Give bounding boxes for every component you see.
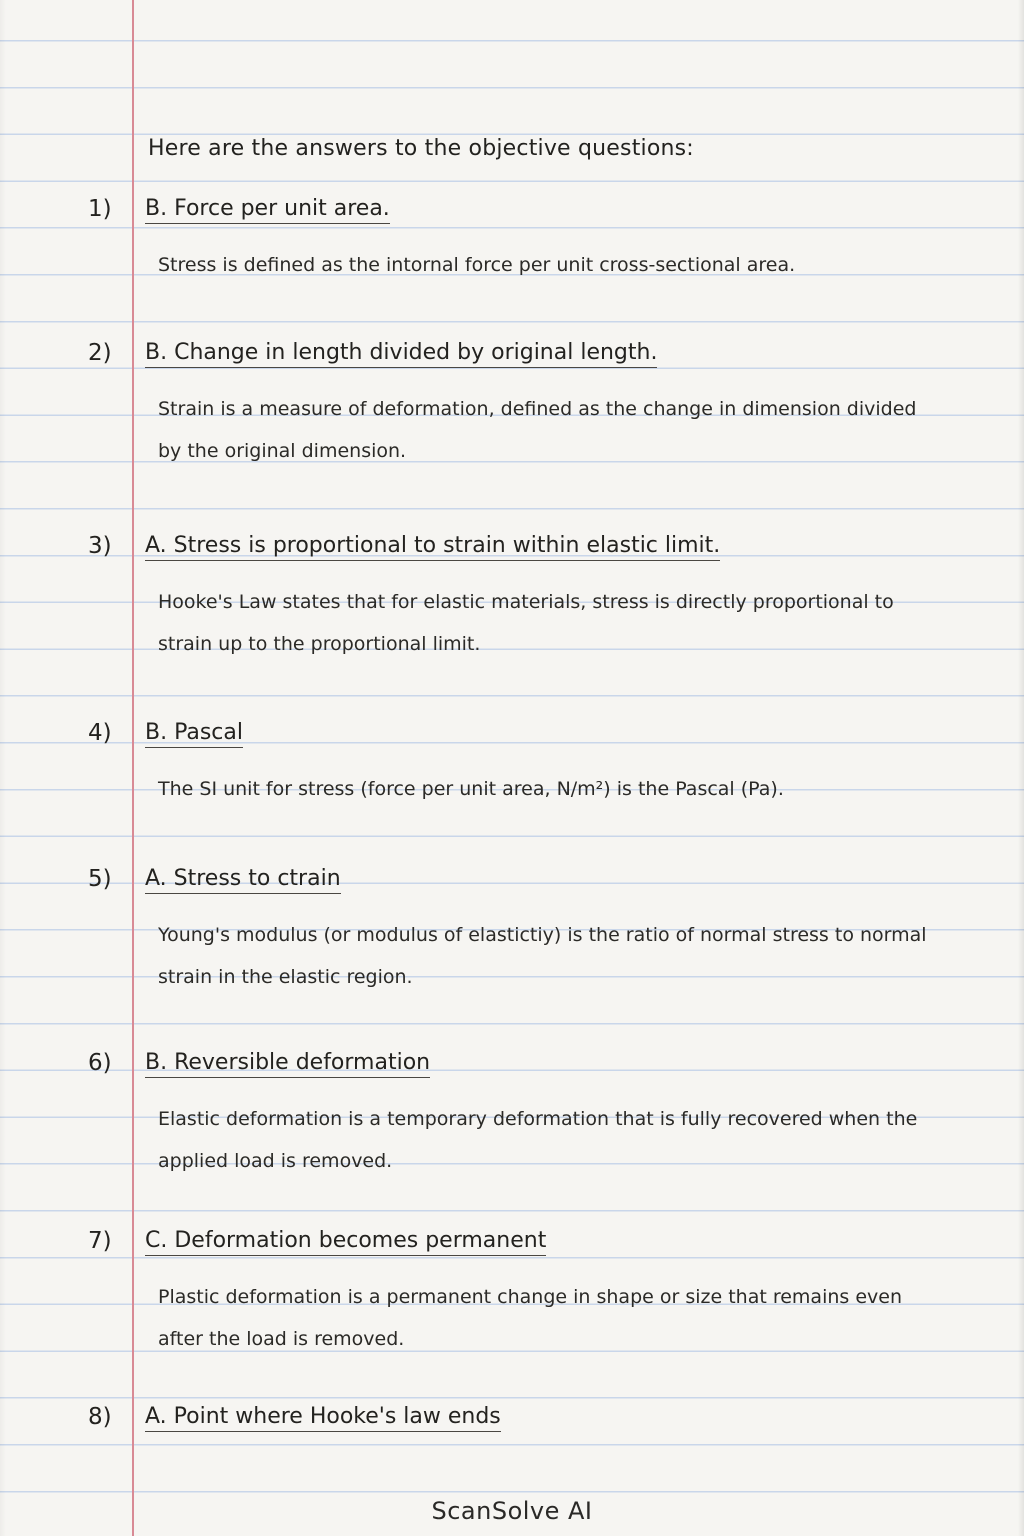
question-number: 8) — [88, 1404, 112, 1430]
answer-choice: A. Stress to ctrain — [145, 866, 341, 894]
answer-explanation: Plastic deformation is a permanent change in shape or size that remains even after the load is removed. — [158, 1286, 902, 1350]
answer-choice: B. Change in length divided by original length. — [145, 340, 657, 368]
page-edge-shadow — [1018, 0, 1024, 1536]
answer-choice: C. Deformation becomes permanent — [145, 1228, 546, 1256]
question-number: 3) — [88, 533, 112, 559]
answer-explanation: Young's modulus (or modulus of elastictiy) is the ratio of normal stress to normal strain in the elastic region. — [158, 924, 927, 988]
answer-choice: B. Reversible deformation — [145, 1050, 430, 1078]
answer-explanation: The SI unit for stress (force per unit area, N/m²) is the Pascal (Pa). — [158, 778, 784, 800]
question-number: 1) — [88, 196, 112, 222]
question-number: 7) — [88, 1228, 112, 1254]
question-number: 4) — [88, 720, 112, 746]
answer-choice: A. Stress is proportional to strain within elastic limit. — [145, 533, 720, 561]
footer-watermark: ScanSolve AI — [431, 1497, 593, 1525]
answer-explanation: Stress is defined as the intornal force per unit cross-sectional area. — [158, 254, 796, 276]
margin-line — [132, 0, 134, 1536]
answer-choice: A. Point where Hooke's law ends — [145, 1404, 501, 1432]
answer-choice: B. Force per unit area. — [145, 196, 390, 224]
question-number: 5) — [88, 866, 112, 892]
answer-explanation: Hooke's Law states that for elastic materials, stress is directly proportional to strain up to the proportional limit. — [158, 591, 894, 655]
answer-explanation: Elastic deformation is a temporary deformation that is fully recovered when the applied load is removed. — [158, 1108, 918, 1172]
question-number: 6) — [88, 1050, 112, 1076]
answer-choice: B. Pascal — [145, 720, 243, 748]
intro-text: Here are the answers to the objective questions: — [148, 136, 694, 161]
question-number: 2) — [88, 340, 112, 366]
answer-explanation: Strain is a measure of deformation, defined as the change in dimension divided by the original dimension. — [158, 398, 917, 462]
